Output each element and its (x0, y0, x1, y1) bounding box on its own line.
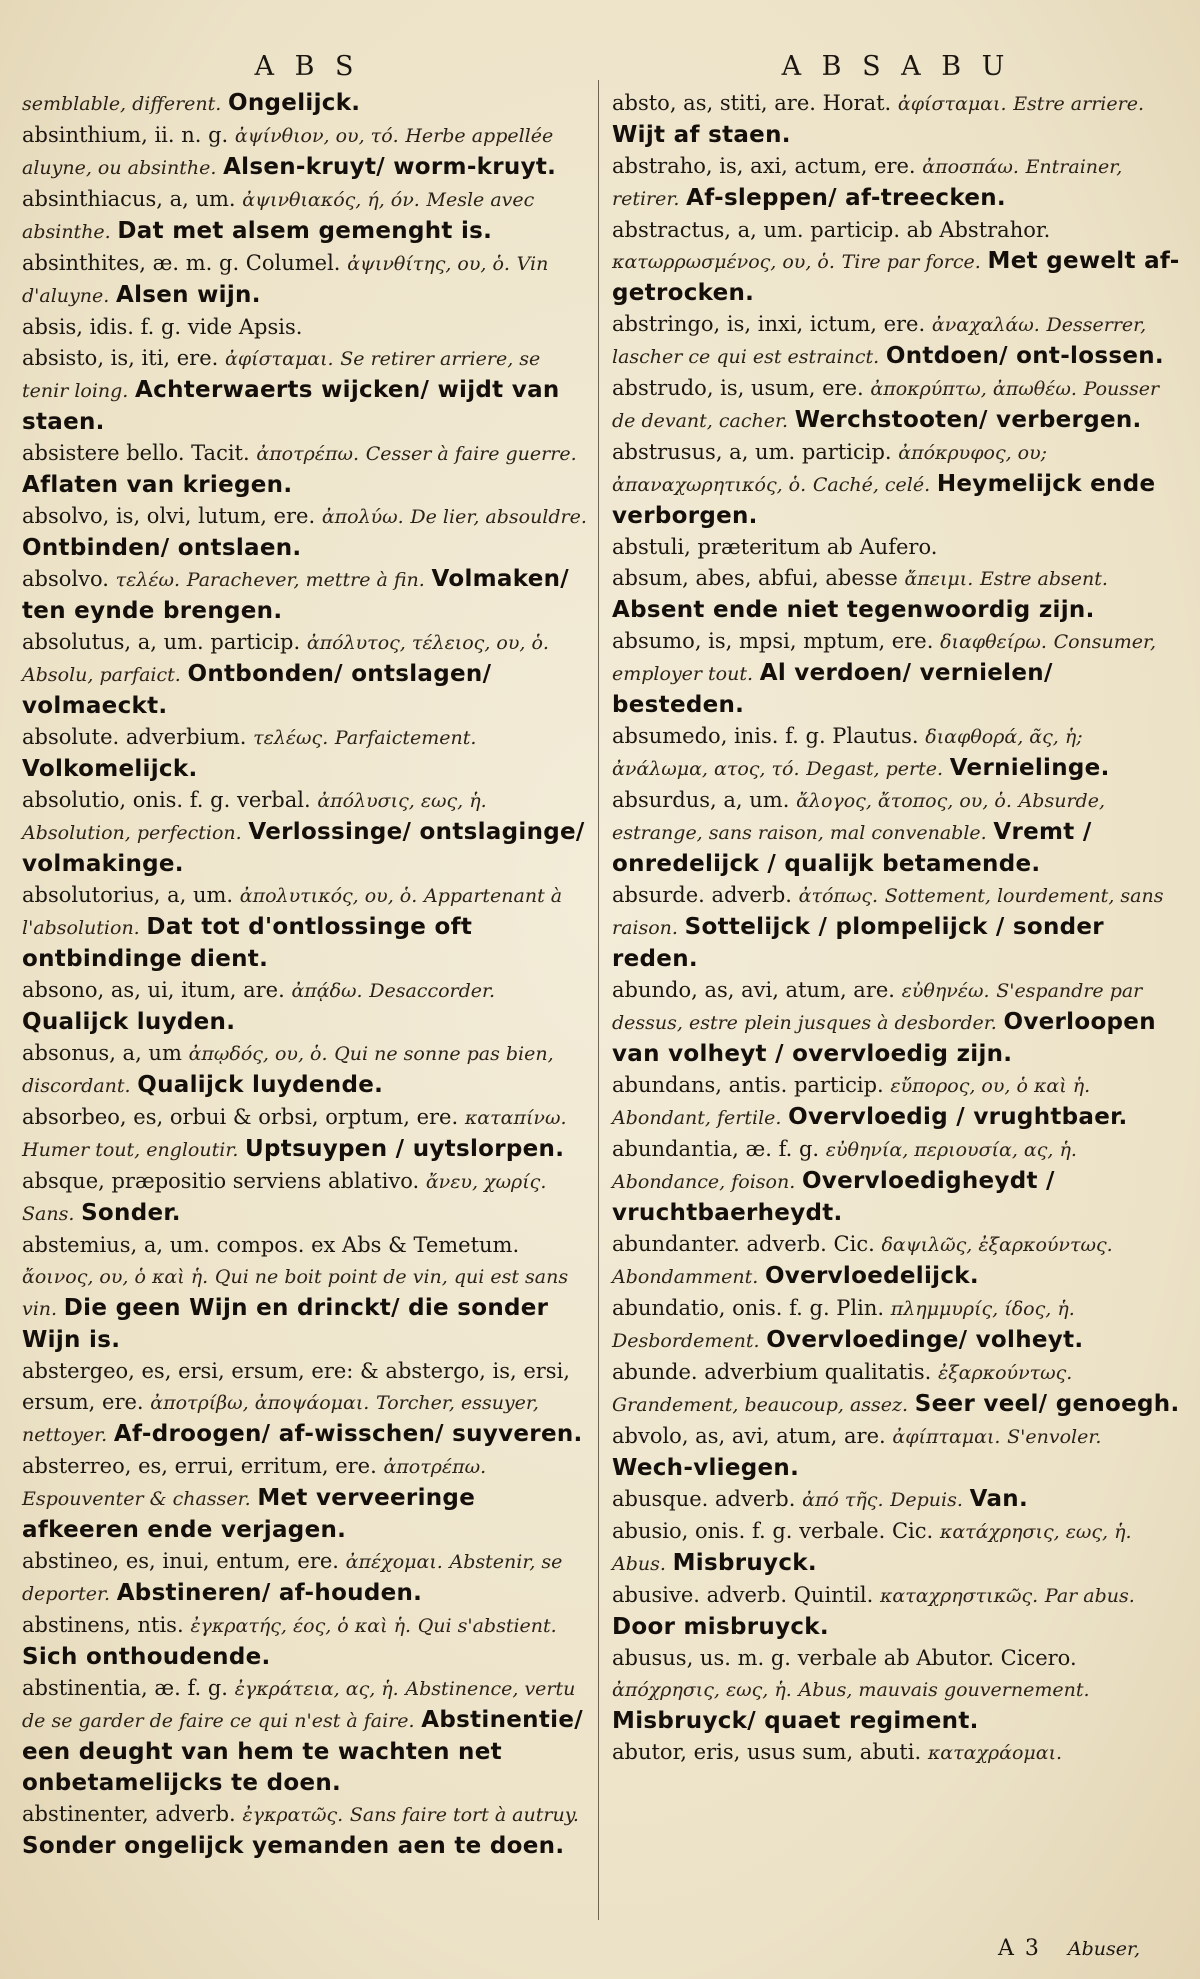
dutch-gloss: Alsen-kruyt/ worm-kruyt. (223, 154, 557, 180)
headword: absinthites, æ. m. g. Columel. (22, 251, 341, 275)
dictionary-entry (22, 785, 592, 880)
french-gloss: Pousser de devant, cacher. (612, 378, 1160, 432)
dictionary-entry (612, 1293, 1180, 1357)
greek-equivalent: κατωρρωσμένος, ου, ὁ. (612, 251, 835, 273)
dictionary-entry (612, 437, 1180, 532)
dutch-gloss: Sonder. (81, 1200, 181, 1226)
headword: absis, idis. f. g. vide Apsis. (22, 315, 303, 339)
headword: absque, præpositio serviens ablativo. (22, 1169, 420, 1193)
french-gloss: Herbe appellée aluyne, ou absinthe. (22, 125, 554, 179)
french-gloss: Caché, celé. (812, 474, 931, 496)
signature-mark: A 3 (997, 1936, 1041, 1961)
dictionary-entry (22, 501, 592, 564)
dictionary-entry (612, 532, 1180, 563)
greek-equivalent: τελέω. (115, 569, 181, 591)
french-gloss: Absurde, estrange, sans raison, mal convenable. (612, 790, 1105, 844)
french-gloss: Desbordement. (612, 1330, 760, 1352)
greek-equivalent: ἀτόπως. (798, 885, 879, 907)
headword: absolutio, onis. f. g. verbal. (22, 788, 311, 812)
headword: absono, as, ui, itum, are. (22, 978, 285, 1002)
headword: abusio, onis. f. g. verbale. Cic. (612, 1519, 934, 1543)
headword: absum, abes, abfui, abesse (612, 566, 898, 590)
dictionary-entry (612, 975, 1180, 1070)
french-gloss: Estre absent. (979, 568, 1108, 590)
dictionary-entry (612, 1357, 1180, 1421)
dictionary-entry (612, 880, 1180, 975)
greek-equivalent: καταχρηστικῶς. (879, 1585, 1039, 1607)
dutch-gloss: Misbruyck/ quaet regiment. (612, 1708, 979, 1734)
running-header-left: A B S (254, 51, 360, 82)
headword: abstinentia, æ. f. g. (22, 1676, 228, 1700)
french-gloss: Cesser à faire guerre. (365, 443, 577, 465)
greek-equivalent: ἀψινθιακός, ή, όν. (242, 189, 420, 211)
headword: absolvo, is, olvi, lutum, ere. (22, 504, 316, 528)
french-gloss: Entrainer, retirer. (612, 156, 1123, 210)
headword: absolutus, a, um. particip. (22, 630, 301, 654)
headword: absumo, is, mpsi, mptum, ere. (612, 629, 934, 653)
french-gloss: Tire par force. (841, 251, 981, 273)
french-gloss: Sans. (22, 1203, 75, 1225)
french-gloss: Sottement, lourdement, sans raison. (612, 885, 1164, 939)
dictionary-entry (612, 1643, 1180, 1737)
greek-equivalent: τελέως. (253, 727, 329, 749)
french-gloss: Degast, perte. (806, 758, 944, 780)
greek-equivalent: ἀπᾴδω. (291, 980, 363, 1002)
dictionary-entry (22, 312, 592, 343)
greek-equivalent: πλημμυρίς, ίδος, ἡ. (890, 1298, 1075, 1320)
headword: abstinens, ntis. (22, 1613, 184, 1637)
dutch-gloss: Vernielinge. (949, 755, 1110, 781)
dictionary-entry (22, 1546, 592, 1610)
dutch-gloss: Achterwaerts wijcken/ wijdt van staen. (22, 377, 560, 435)
french-gloss: Abondamment. (612, 1266, 759, 1288)
greek-equivalent: ἀπόκρυφος, ου; ἀπαναχωρητικός, ὁ. (612, 442, 1048, 496)
headword: abstringo, is, inxi, ictum, ere. (612, 312, 926, 336)
headword: absumedo, inis. f. g. Plautus. (612, 724, 919, 748)
greek-equivalent: διαφθορά, ᾶς, ἡ; ἀνάλωμα, ατος, τό. (612, 726, 1083, 780)
dutch-gloss: Aflaten van kriegen. (22, 472, 293, 498)
french-gloss: Desserrer, lascher ce qui est estrainct. (612, 314, 1147, 368)
french-gloss: Parachever, mettre à fin. (186, 569, 425, 591)
headword: absurdus, a, um. (612, 788, 790, 812)
headword: absorbeo, es, orbui & orbsi, orptum, ere. (22, 1105, 459, 1129)
french-gloss: Torcher, essuyer, nettoyer. (22, 1392, 539, 1446)
french-gloss: semblable, different. (22, 93, 222, 115)
dictionary-entry (612, 1070, 1180, 1134)
greek-equivalent: ἐγκρατής, έος, ὁ καὶ ἡ. (190, 1615, 411, 1637)
dictionary-entry (22, 1799, 592, 1862)
dutch-gloss: Sonder ongelijck yemanden aen te doen. (22, 1833, 565, 1859)
dutch-gloss: Overvloedigheydt / vruchtbaerheydt. (612, 1168, 1055, 1226)
greek-equivalent: ἀποκρύπτω, ἀπωθέω. (870, 378, 1077, 400)
dutch-gloss: Overvloedig / vrughtbaer. (788, 1104, 1128, 1130)
dictionary-entry (612, 1580, 1180, 1643)
catchword: Abuser, (1067, 1938, 1140, 1960)
page-footer (998, 1936, 1140, 1961)
dutch-gloss: Heymelijck ende verborgen. (612, 471, 1156, 529)
dictionary-entry (612, 88, 1180, 151)
headword: abstuli, præteritum ab Aufero. (612, 535, 938, 559)
left-column (22, 50, 592, 1862)
dutch-gloss: Al verdoen/ vernielen/ besteden. (612, 660, 1053, 718)
headword: abundantia, æ. f. g. (612, 1137, 820, 1161)
headword: abunde. adverbium qualitatis. (612, 1360, 932, 1384)
dutch-gloss: Sich onthoudende. (22, 1644, 271, 1670)
greek-equivalent: ἀποτρέπω. (383, 1456, 487, 1478)
french-gloss: Abondance, foison. (612, 1171, 796, 1193)
headword: abvolo, as, avi, atum, are. (612, 1424, 886, 1448)
headword: absolute. adverbium. (22, 725, 247, 749)
french-gloss: Absolution, perfection. (22, 822, 242, 844)
headword: abstemius, a, um. compos. ex Abs & Temetum. (22, 1233, 520, 1257)
greek-equivalent: ἐγκράτεια, ας, ἡ. (234, 1678, 399, 1700)
french-gloss: Desaccorder. (369, 980, 496, 1002)
french-gloss: Mesle avec absinthe. (22, 189, 535, 243)
headword: abutor, eris, usus sum, abuti. (612, 1740, 922, 1764)
french-gloss: Estre arriere. (1013, 93, 1144, 115)
dutch-gloss: Volmaken/ ten eynde brengen. (22, 566, 569, 624)
dictionary-entry (612, 1516, 1180, 1580)
headword: abundatio, onis. f. g. Plin. (612, 1296, 885, 1320)
french-gloss: Absolu, parfaict. (22, 664, 181, 686)
headword: abstergeo, es, ersi, ersum, ere: & abstergo, is, ersi, ersum, ere. (22, 1359, 570, 1414)
dictionary-entry (22, 975, 592, 1038)
greek-equivalent: ἀπολύω. (321, 506, 404, 528)
french-gloss: Grandement, beaucoup, assez. (612, 1394, 909, 1416)
dictionary-entry (22, 627, 592, 722)
greek-equivalent: ἐγκρατῶς. (242, 1804, 344, 1826)
greek-equivalent: ἀποσπάω. (922, 156, 1019, 178)
dictionary-entry (612, 626, 1180, 721)
greek-equivalent: διαφθείρω. (940, 631, 1047, 653)
french-gloss: De lier, absouldre. (410, 506, 587, 528)
dictionary-entry (22, 438, 592, 501)
greek-equivalent: ἄνευ, χωρίς. (425, 1171, 547, 1193)
headword: abstractus, a, um. particip. ab Abstrahor. (612, 218, 1051, 242)
french-gloss: Sans faire tort à autruy. (349, 1804, 579, 1826)
greek-equivalent: ἀπέχομαι. (345, 1551, 443, 1573)
greek-equivalent: ἀπόλυτος, τέλειος, ου, ὁ. (306, 632, 549, 654)
greek-equivalent: ἄοινος, ου, ὁ καὶ ἡ. (22, 1266, 209, 1288)
dutch-gloss: Die geen Wijn en drinckt/ die sonder Wijn is. (22, 1295, 549, 1353)
dutch-gloss: Qualijck luydende. (137, 1072, 384, 1098)
dutch-gloss: Ontbinden/ ontslaen. (22, 535, 302, 561)
dutch-gloss: Af-droogen/ af-wisschen/ suyveren. (113, 1421, 583, 1447)
french-gloss: Se retirer arriere, se tenir loing. (22, 348, 541, 402)
dutch-gloss: Werchstooten/ verbergen. (794, 407, 1142, 433)
dutch-gloss: Vremt / onredelijck / qualijk betamende. (612, 819, 1092, 877)
dictionary-entry (22, 248, 592, 312)
french-gloss: Abstinence, vertu de se garder de faire ce qui n'est à faire. (22, 1678, 576, 1732)
greek-equivalent: ἀπόλυσις, εως, ἡ. (317, 790, 487, 812)
dutch-gloss: Overvloedelijck. (764, 1263, 979, 1289)
dictionary-entry (22, 88, 592, 120)
headword: absolutorius, a, um. (22, 883, 234, 907)
dictionary-entry (612, 785, 1180, 880)
dutch-gloss: Dat tot d'ontlossinge oft ontbindinge dient. (22, 914, 473, 972)
greek-equivalent: ἀφίσταμαι. (225, 348, 334, 370)
dutch-gloss: Wijt af staen. (612, 122, 791, 148)
headword: absterreo, es, errui, erritum, ere. (22, 1454, 377, 1478)
headword: abundans, antis. particip. (612, 1073, 884, 1097)
headword: absolvo. (22, 567, 109, 591)
greek-equivalent: καταχράομαι. (927, 1742, 1063, 1764)
headword: abundanter. adverb. Cic. (612, 1232, 875, 1256)
headword: abstineo, es, inui, entum, ere. (22, 1549, 339, 1573)
greek-equivalent: ἀφίπταμαι. (892, 1426, 1001, 1448)
headword: abstrusus, a, um. particip. (612, 440, 892, 464)
headword: absistere bello. Tacit. (22, 441, 250, 465)
greek-equivalent: ἀπῳδός, ου, ὁ. (188, 1043, 328, 1065)
dictionary-entry (612, 721, 1180, 785)
dictionary-entry (612, 1737, 1180, 1769)
left-entries (22, 88, 592, 1862)
french-gloss: Parfaictement. (334, 727, 477, 749)
greek-equivalent: καταπίνω. (464, 1107, 567, 1129)
running-header-right: A B S A B U (781, 51, 1011, 82)
greek-equivalent: ἀναχαλάω. (931, 314, 1040, 336)
headword: absinthium, ii. n. g. (22, 123, 229, 147)
dictionary-entry (612, 151, 1180, 215)
dutch-gloss: Ongelijck. (228, 90, 361, 116)
french-gloss: Abondant, fertile. (612, 1107, 782, 1129)
dutch-gloss: Door misbruyck. (612, 1614, 829, 1640)
greek-equivalent: ἀπόχρησις, εως, ἡ. (612, 1679, 792, 1701)
french-gloss: Consumer, employer tout. (612, 631, 1157, 685)
dutch-gloss: Met verveeringe afkeeren ende verjagen. (22, 1485, 476, 1543)
dictionary-entry (22, 343, 592, 438)
greek-equivalent: ἀπολυτικός, ου, ὁ. (239, 885, 418, 907)
french-gloss: Humer tout, engloutir. (22, 1139, 239, 1161)
greek-equivalent: εὐθηνέω. (901, 980, 990, 1002)
dutch-gloss: Abstinentie/ een deught van hem te wachten net onbetamelijcks te doen. (22, 1707, 583, 1796)
greek-equivalent: ἀπό τῆς. (802, 1489, 884, 1511)
greek-equivalent: ἀποτρέπω. (256, 443, 360, 465)
headword: abundo, as, avi, atum, are. (612, 978, 895, 1002)
right-entries (612, 88, 1180, 1769)
dictionary-entry (612, 563, 1180, 626)
greek-equivalent: κατάχρησις, εως, ἡ. (939, 1521, 1132, 1543)
dictionary-entry (22, 1356, 592, 1451)
french-gloss: Abstenir, se deporter. (22, 1551, 563, 1605)
dictionary-entry (612, 1421, 1180, 1484)
dictionary-entry (22, 1451, 592, 1546)
dutch-gloss: Uptsuypen / uytslorpen. (245, 1136, 565, 1162)
french-gloss: Depuis. (890, 1489, 963, 1511)
headword: absto, as, stiti, are. Horat. (612, 91, 892, 115)
column-divider (598, 80, 599, 1920)
dutch-gloss: Wech-vliegen. (612, 1455, 800, 1481)
dictionary-entry (612, 1229, 1180, 1293)
french-gloss: Qui ne sonne pas bien, discordant. (22, 1043, 554, 1097)
french-gloss: Vin d'aluyne. (22, 253, 549, 307)
headword: abstraho, is, axi, actum, ere. (612, 154, 916, 178)
dutch-gloss: Qualijck luyden. (22, 1009, 236, 1035)
dictionary-entry (612, 1484, 1180, 1516)
headword: abusque. adverb. (612, 1487, 796, 1511)
greek-equivalent: ἀψινθίτης, ου, ὁ. (347, 253, 510, 275)
headword: absisto, is, iti, ere. (22, 346, 219, 370)
dutch-gloss: Verlossinge/ ontslaginge/ volmakinge. (22, 819, 585, 877)
dutch-gloss: Abstineren/ af-houden. (116, 1580, 423, 1606)
greek-equivalent: ἐξαρκούντως. (937, 1362, 1073, 1384)
dictionary-entry (612, 1134, 1180, 1229)
headword: absurde. adverb. (612, 883, 792, 907)
dictionary-entry (22, 1102, 592, 1166)
dictionary-entry (22, 564, 592, 627)
greek-equivalent: ἄλογος, ἄτοπος, ου, ὁ. (796, 790, 1012, 812)
greek-equivalent: ἀφίσταμαι. (897, 93, 1007, 115)
greek-equivalent: ἀποτρίβω, ἀποψάομαι. (150, 1392, 370, 1414)
headword: abstinenter, adverb. (22, 1802, 236, 1826)
french-gloss: Appartenant à l'absolution. (22, 885, 563, 939)
headword: abstrudo, is, usum, ere. (612, 376, 864, 400)
dictionary-entry (22, 1166, 592, 1230)
dictionary-entry (22, 120, 592, 184)
dutch-gloss: Misbruyck. (672, 1550, 817, 1576)
french-gloss: S'espandre par dessus, estre plein jusques à desborder. (612, 980, 1143, 1034)
dutch-gloss: Sottelijck / plompelijck / sonder reden. (612, 914, 1104, 972)
french-gloss: Qui s'abstient. (417, 1615, 557, 1637)
dutch-gloss: Alsen wijn. (115, 282, 261, 308)
dutch-gloss: Van. (969, 1486, 1028, 1512)
greek-equivalent: ἀψίνθιον, ου, τό. (234, 125, 399, 147)
french-gloss: Qui ne boit point de vin, qui est sans vin. (22, 1266, 569, 1320)
dictionary-entry (22, 1673, 592, 1799)
dutch-gloss: Seer veel/ genoegh. (914, 1391, 1180, 1417)
dutch-gloss: Ontdoen/ ont-lossen. (885, 343, 1164, 369)
french-gloss: Abus, mauvais gouvernement. (798, 1679, 1090, 1701)
dutch-gloss: Absent ende niet tegenwoordig zijn. (612, 597, 1095, 623)
dutch-gloss: Af-sleppen/ af-treecken. (686, 185, 1006, 211)
dutch-gloss: Ontbonden/ ontslagen/ volmaeckt. (22, 661, 492, 719)
dutch-gloss: Overvloedinge/ volheyt. (766, 1327, 1084, 1353)
french-gloss: Par abus. (1044, 1585, 1135, 1607)
dutch-gloss: Overloopen van volheyt / overvloedig zijn. (612, 1009, 1156, 1067)
right-column (612, 50, 1180, 1769)
french-gloss: Abus. (612, 1553, 666, 1575)
headword: absinthiacus, a, um. (22, 187, 236, 211)
dictionary-entry (22, 1230, 592, 1356)
dictionary-entry (22, 184, 592, 248)
greek-equivalent: ἄπειμι. (904, 568, 974, 590)
headword: abusus, us. m. g. verbale ab Abutor. Cicero. (612, 1646, 1077, 1670)
greek-equivalent: εὔπορος, ου, ὁ καὶ ἡ. (890, 1075, 1091, 1097)
dictionary-entry (22, 1038, 592, 1102)
dictionary-entry (22, 880, 592, 975)
french-gloss: Espouventer & chasser. (22, 1488, 251, 1510)
french-gloss: S'envoler. (1007, 1426, 1102, 1448)
greek-equivalent: εὐθηνία, περιουσία, ας, ἡ. (825, 1139, 1077, 1161)
dictionary-entry (22, 1610, 592, 1673)
dutch-gloss: Volkomelijck. (22, 756, 198, 782)
headword: absonus, a, um (22, 1041, 182, 1065)
dutch-gloss: Dat met alsem gemenght is. (117, 218, 493, 244)
headword: abusive. adverb. Quintil. (612, 1583, 874, 1607)
dictionary-entry (612, 373, 1180, 437)
dictionary-entry (612, 215, 1180, 309)
dictionary-entry (22, 722, 592, 785)
greek-equivalent: δαψιλῶς, ἐξαρκούντως. (881, 1234, 1113, 1256)
dutch-gloss: Met gewelt af-getrocken. (612, 248, 1180, 306)
dictionary-entry (612, 309, 1180, 373)
